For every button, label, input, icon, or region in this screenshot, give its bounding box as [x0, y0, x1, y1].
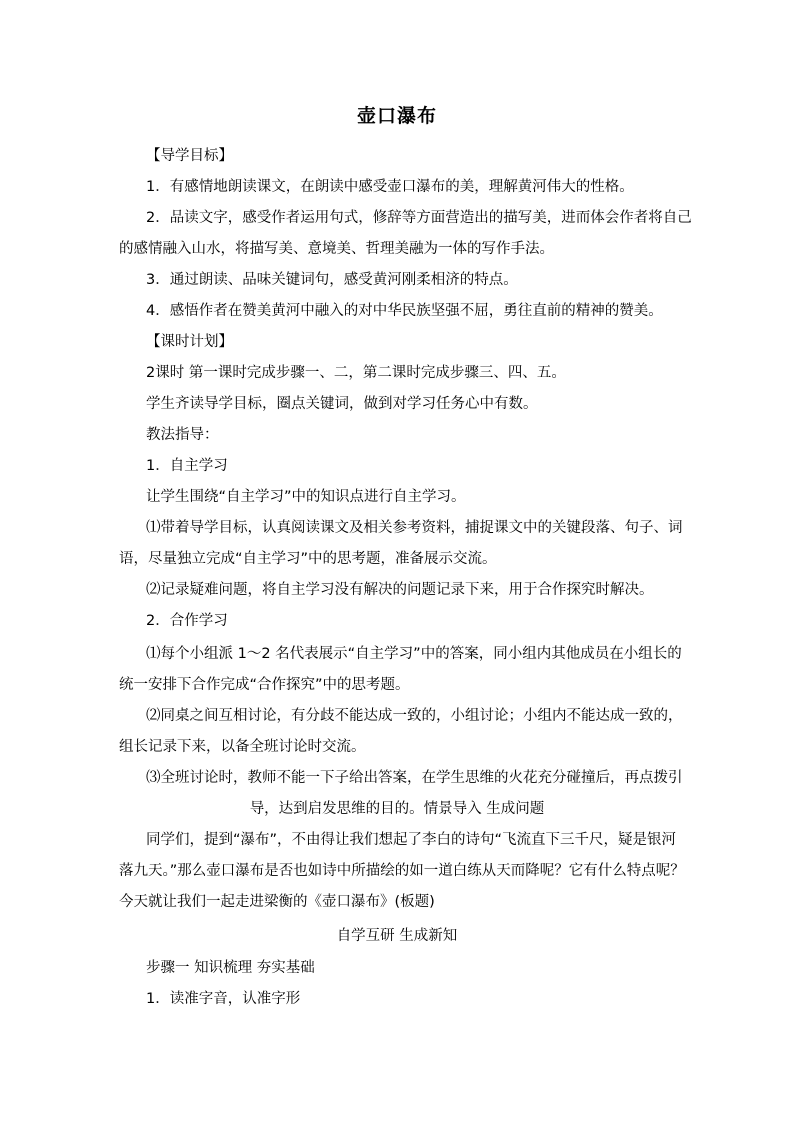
paragraph: 让学生围绕“自主学习”中的知识点进行自主学习。	[146, 489, 466, 505]
paragraph-line: ⑶全班讨论时，教师不能一下子给出答案，在学生思维的火花充分碰撞后，再点拨引	[146, 770, 683, 786]
page-title: 壶口瀑布	[356, 105, 437, 127]
paragraph-line: ⑵同桌之间互相讨论，有分歧不能达成一致的，小组讨论；小组内不能达成一致的，	[146, 708, 683, 724]
teaching-guide-label: 教法指导：	[146, 427, 219, 443]
subheading-cooperative-study: 2．合作学习	[146, 613, 228, 629]
paragraph: ⑵记录疑难问题，将自主学习没有解决的问题记录下来，用于合作探究时解决。	[146, 582, 654, 598]
paragraph-line: 统一安排下合作完成“合作探究”中的思考题。	[119, 677, 410, 693]
paragraph-line: 落九天。”那么壶口瀑布是否也如诗中所描绘的如一道白练从天而降呢？它有什么特点呢？	[119, 863, 685, 879]
objective-2-line-2: 的感情融入山水，将描写美、意境美、哲理美融为一体的写作手法。	[119, 241, 554, 257]
section-heading-objectives: 【导学目标】	[146, 148, 233, 164]
paragraph-line: 导，达到启发思维的目的。情景导入 生成问题	[249, 801, 545, 817]
paragraph-line: 今天就让我们一起走进梁衡的《壶口瀑布》(板题)	[119, 894, 435, 910]
objective-4: 4．感悟作者在赞美黄河中融入的对中华民族坚强不屈，勇往直前的精神的赞美。	[146, 303, 663, 319]
objective-1: 1．有感情地朗读课文，在朗读中感受壶口瀑布的美，理解黄河伟大的性格。	[146, 179, 634, 195]
objective-2-line-1: 2．品读文字，感受作者运用句式，修辞等方面营造出的描写美，进而体会作者将自己	[146, 210, 692, 226]
step-heading: 步骤一 知识梳理 夯实基础	[146, 960, 315, 976]
objective-3: 3．通过朗读、品味关键词句，感受黄河刚柔相济的特点。	[146, 272, 518, 288]
section-heading-schedule: 【课时计划】	[146, 334, 233, 350]
paragraph-line: 语，尽量独立完成“自主学习”中的思考题，准备展示交流。	[119, 551, 497, 567]
schedule-text: 2课时 第一课时完成步骤一、二，第二课时完成步骤三、四、五。	[146, 365, 566, 381]
step-item: 1．读准字音，认准字形	[146, 991, 301, 1007]
paragraph: 学生齐读导学目标，圈点关键词，做到对学习任务心中有数。	[146, 396, 538, 412]
paragraph-line: 同学们，提到“瀑布”，不由得让我们想起了李白的诗句“飞流直下三千尺，疑是银河	[146, 832, 677, 848]
subheading-self-study: 1．自主学习	[146, 458, 228, 474]
paragraph-line: ⑴每个小组派 1～2 名代表展示“自主学习”中的答案，同小组内其他成员在小组长的	[146, 646, 682, 662]
paragraph-line: ⑴带着导学目标，认真阅读课文及相关参考资料，捕捉课文中的关键段落、句子、词	[146, 520, 683, 536]
paragraph-line: 组长记录下来，以备全班讨论时交流。	[119, 739, 366, 755]
section-heading: 自学互研 生成新知	[336, 928, 458, 944]
